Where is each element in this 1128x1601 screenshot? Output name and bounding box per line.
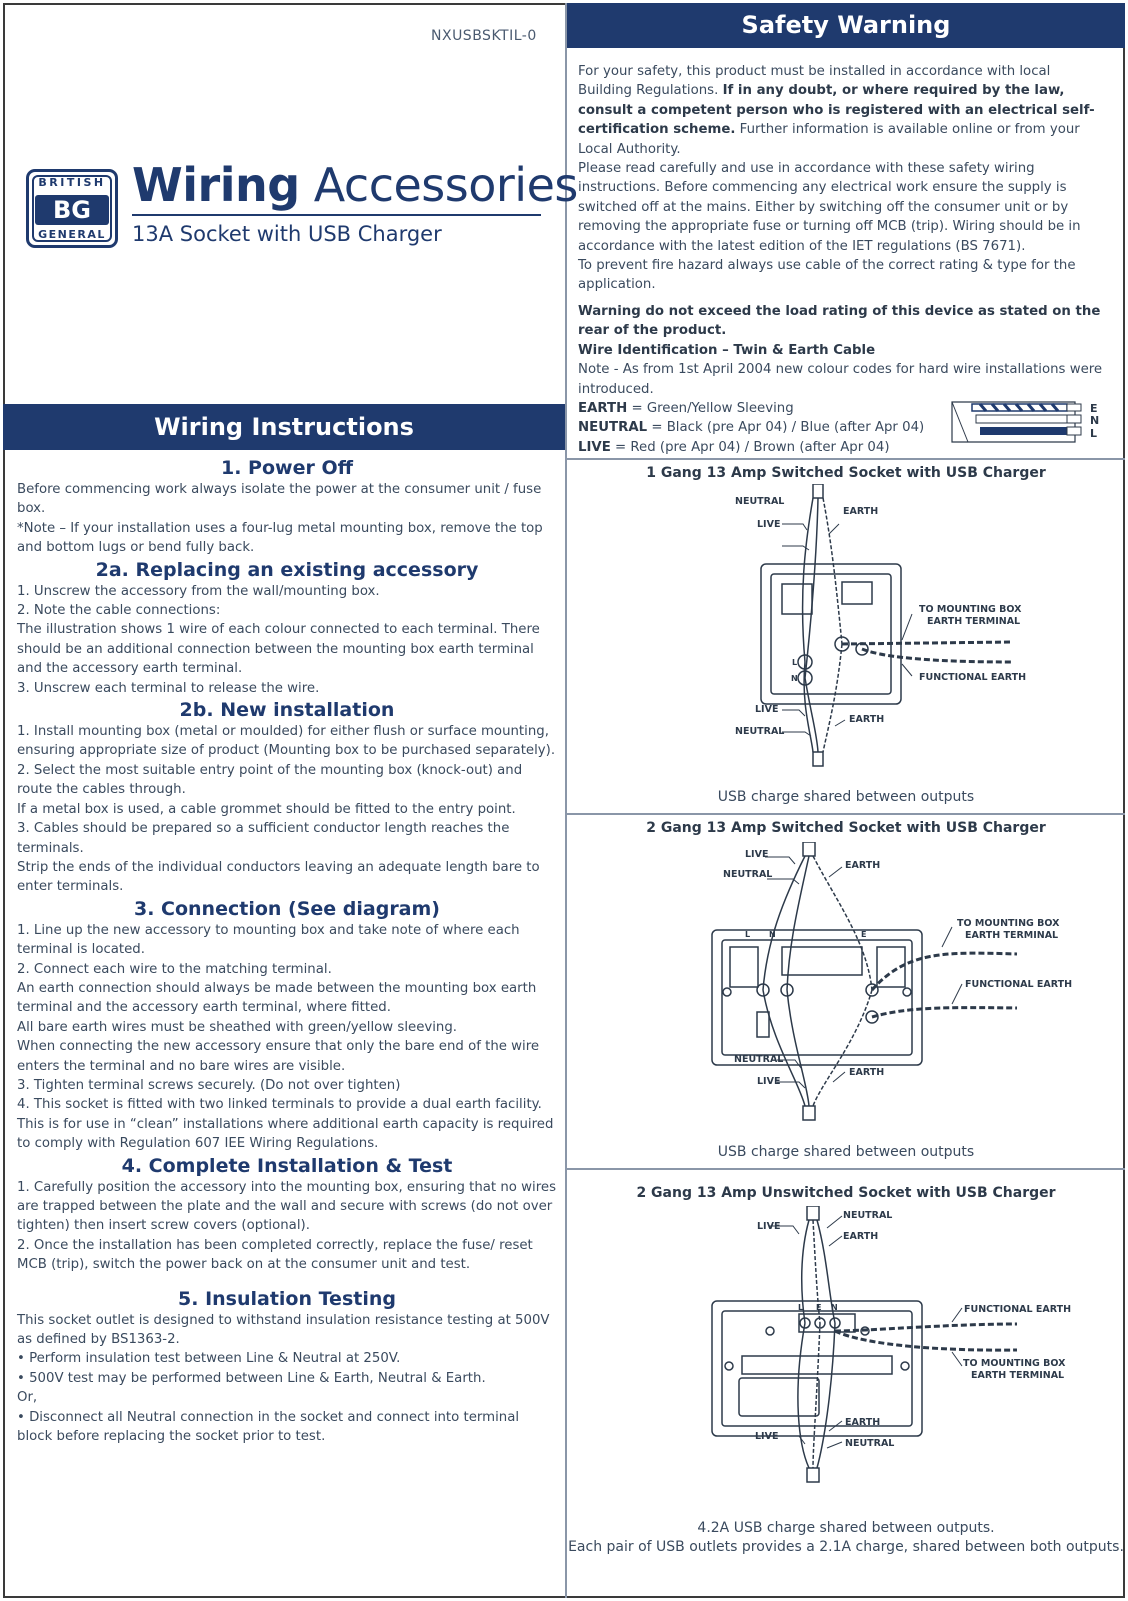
d1-mounting-box-earth-wire [842,642,1012,644]
live-key-label: LIVE [578,439,611,455]
d1-switch [782,584,812,614]
d2-switch-left [730,947,758,987]
d3-top-cable-end [807,1206,819,1220]
cable-label-e: E [1090,402,1098,415]
section-replacing-body: 1. Unscrew the accessory from the wall/mounting box. 2. Note the cable connections: The illustration shows 1 wire of each colour connected to each terminal. There should be an additional connection between the mounting box earth terminal and the accessory earth terminal. 3. Unscrew each terminal to release the wire. [17,583,540,696]
d1-earth-top-leader [829,524,839,534]
d1-earth-wire-bottom [823,644,842,752]
diagram-3-caption-2: Each pair of USB outlets provides a 2.1A charge, shared between both outputs. [568,1539,1124,1555]
d2-usb-module [782,947,862,975]
title-rest: Accessories [313,158,578,212]
logo-bg: BG [35,195,109,225]
d3-label-earth-bot: EARTH [845,1417,881,1428]
diagram-1-title: 1 Gang 13 Amp Switched Socket with USB Charger [646,465,1046,481]
d2-label-func: FUNCTIONAL EARTH [965,979,1073,990]
diagram-3-title: 2 Gang 13 Amp Unswitched Socket with USB Charger [636,1185,1056,1201]
d1-top-cable-end [813,484,823,498]
d2-backbox [722,940,912,1055]
diagram-3-illustration [567,1206,1125,1518]
d2-usb-port [757,1012,769,1037]
d3-label-live-top: LIVE [757,1221,781,1232]
d3-terminal-n: N [831,1303,838,1312]
d1-label-earth-top: EARTH [843,506,879,517]
safety-paragraph-2: Please read carefully and use in accordance with these safety wiring instructions. Before commencing any electrical work ensure the supply is switched off at the mains. Either by switching off the consumer unit or by removing the appropriate fuse or turning off MCB (trip). Wiring should be in accordance with the latest edition of the IET regulations (BS 7671). [578,161,1081,254]
d3-mb-leader [952,1352,962,1366]
cable-cut-line [952,402,968,442]
d2-label-neutral-top: NEUTRAL [723,869,773,880]
d2-label-live-bot: LIVE [757,1076,781,1087]
d1-neutral-top-leader [782,524,807,530]
d1-neutral-bot-leader [782,732,811,736]
d2-earth-bot-leader [833,1072,845,1082]
safety-paragraph-1 [578,62,1108,159]
d3-terminal-e: E [816,1303,822,1312]
d1-label-live-top: LIVE [757,519,781,530]
diagram-2-caption: USB charge shared between outputs [717,1144,975,1160]
d2-mb-leader [942,927,952,947]
d3-func-leader [952,1308,962,1322]
d3-bottom-cable-end [807,1468,819,1482]
d2-functional-earth-wire [872,1008,1017,1017]
d1-usb-module [842,582,872,604]
safety-warning-banner: Safety Warning [567,3,1125,48]
section-new-install-body: 1. Install mounting box (metal or moulded) for either flush or surface mounting, ensuring appropriate size of product (Mounting box to be purchased separately). 2. Select the most suitable entry point of the mounting box (knock-out) and route the cables through. If a metal box is used, a cable grommet should be fitted to the entry point. 3. Cables should be prepared so a sufficient conductor length reaches the terminals. Strip the ends of the individual conductors leaving an adequate length bare to enter terminals. [17,724,556,895]
d3-label-mb-1: TO MOUNTING BOX [963,1358,1066,1369]
d1-label-func: FUNCTIONAL EARTH [919,672,1027,683]
d2-func-leader [952,984,962,1004]
d1-terminal-l: L [792,658,798,667]
section-connection-body: 1. Line up the new accessory to mounting box and take note of where each terminal is located. 2. Connect each wire to the matching terminal. An earth connection should always be made between the mounting box earth terminal and the accessory earth terminal, where fitted. All bare earth wires must be sheathed with green/yellow sleeving. When connecting the new accessory ensure that only the bare end of the wire enters the terminal and no bare wires are visible. 3. Tighten terminal screws securely. (Do not over tighten) 4. This socket is fitted with two linked terminals to provide a dual earth facility. This is for use in “clean” installations where additional earth capacity is required to comply with Regulation 607 IEE Wiring Regulations. [17,922,554,1152]
live-wire-end [1067,427,1081,435]
d2-live-wire-bottom [763,990,805,1106]
d2-terminal-e: E [861,930,867,939]
diagram-2-title: 2 Gang 13 Amp Switched Socket with USB Charger [646,820,1046,836]
product-code: NXUSBSKTIL-0 [431,28,537,44]
document-title [132,158,578,212]
d2-screw-right [903,988,911,996]
live-wire [980,427,1067,435]
earth-key-label: EARTH [578,400,628,416]
d1-live-wire-top [803,498,813,662]
d2-neutral-wire-top [787,856,809,990]
d1-live-bot-leader [782,710,805,716]
d2-label-neutral-bot: NEUTRAL [734,1054,784,1065]
d2-earth-top-leader [829,867,842,877]
diagram-2-illustration [567,842,1125,1142]
d2-bottom-cable-end [803,1106,815,1120]
neutral-key-value: = Black (pre Apr 04) / Blue (after Apr 04) [647,420,925,436]
d3-live-wire-bottom [798,1323,809,1468]
safety-warning-content [578,62,1108,457]
wiring-instructions-content [17,456,557,1446]
d1-label-mb-2: EARTH TERMINAL [927,616,1021,627]
d1-label-earth-bot: EARTH [849,714,885,725]
d2-label-earth-bot: EARTH [849,1067,885,1078]
section-connection-title: 3. Connection (See diagram) [133,897,440,920]
d2-earth-wire-bottom [813,990,872,1106]
diagram-1-top-divider [565,458,1125,460]
bg-logo [26,169,118,248]
d1-label-neutral-bot: NEUTRAL [735,726,785,737]
d2-label-live-top: LIVE [745,849,769,860]
d2-terminal-l: L [745,930,751,939]
spacer [17,1275,557,1287]
d3-neutral-bot-leader [827,1442,842,1448]
title-underline [132,214,541,216]
section-complete-title: 4. Complete Installation & Test [121,1154,453,1177]
section-insulation-title: 5. Insulation Testing [178,1287,396,1310]
d3-label-neutral-top: NEUTRAL [843,1210,893,1221]
diagram-3-top-divider [565,1168,1125,1170]
diagram-3-caption-1: 4.2A USB charge shared between outputs. [697,1520,995,1536]
d2-terminal-n: N [769,930,776,939]
neutral-wire [976,415,1067,423]
d1-func-leader [902,664,912,676]
d3-label-live-bot: LIVE [755,1431,779,1442]
d1-label-live-bot: LIVE [755,704,779,715]
wire-id-text: Wire Identification – Twin & Earth Cable [578,342,876,358]
wiring-instructions-banner: Wiring Instructions [3,404,565,450]
d1-earth-bot-leader [835,720,845,726]
d2-faceplate [712,930,922,1065]
section-power-off-body: Before commencing work always isolate the power at the consumer unit / fuse box. *Note – If your installation uses a four-lug metal mounting box, remove the top and bottom lugs or bend fully back. [17,482,543,556]
d3-label-func: FUNCTIONAL EARTH [964,1304,1072,1315]
d3-label-earth-top: EARTH [843,1231,879,1242]
safety-p1-bold: If in any doubt, or where required by the law, consult a competent person who is registered with an electrical self-certification scheme. [578,83,1095,138]
logo-british: BRITISH [38,176,106,189]
spacer [578,295,1108,302]
d3-label-neutral-bot: NEUTRAL [845,1438,895,1449]
live-key-value: = Red (pre Apr 04) / Brown (after Apr 04) [610,439,890,455]
document-subtitle: 13A Socket with USB Charger [132,222,442,246]
colour-note: Note - As from 1st April 2004 new colour codes for hard wire installations were introduced. [578,362,1103,397]
earth-key-value: = Green/Yellow Sleeving [627,400,794,416]
neutral-key-label: NEUTRAL [578,420,648,436]
section-new-install-title: 2b. New installation [179,699,395,722]
d2-live-bot-leader [777,1082,805,1088]
d2-top-cable-end [803,842,815,856]
section-replacing-title: 2a. Replacing an existing accessory [95,558,479,581]
cable-label-l: L [1090,427,1098,440]
section-insulation-body: This socket outlet is designed to withstand insulation resistance testing at 500V as defined by BS1363-2. • Perform insulation test between Line & Neutral at 250V. • 500V test may be performed between Line & Earth, Neutral & Earth. Or, • Disconnect all Neutral connection in the socket and connect into terminal block before replacing the socket prior to test. [17,1312,550,1445]
d3-neutral-top-leader [827,1216,842,1228]
d1-backbox [771,574,891,694]
d1-terminal-n: N [791,674,798,683]
load-warning [578,302,1108,341]
safety-p1-a: For your safety, this product must be installed in accordance with local Building Regulations. [578,64,1051,99]
d3-earth-top-leader [829,1236,842,1246]
d2-label-mb-2: EARTH TERMINAL [965,930,1059,941]
diagram-1-caption: USB charge shared between outputs [717,789,975,805]
d2-earth-wire-top [813,856,872,990]
section-complete-body: 1. Carefully position the accessory into the mounting box, ensuring that no wires are trapped between the plate and the wall and secure with screws (do not over tighten) then insert screw covers (optional). 2. Once the installation has been completed correctly, replace the fuse/ reset MCB (trip), switch the power back on at the consumer unit and test. [17,1179,557,1273]
load-warning-text: Warning do not exceed the load rating of this device as stated on the rear of the product. [578,303,1101,339]
d2-live-top-leader [765,857,795,864]
neutral-wire-end [1067,415,1081,423]
d3-usb-module [739,1378,819,1416]
d1-label-mb-1: TO MOUNTING BOX [919,604,1022,615]
d1-functional-earth-wire [862,649,1012,662]
logo-general: GENERAL [38,228,106,241]
cable-label-n: N [1090,414,1100,427]
d3-screw-right [901,1362,909,1370]
earth-wire-end [1067,404,1081,411]
d1-earth-wire-top [823,498,842,644]
safety-p1-c: Further information is available online or from your Local Authority. [578,122,1080,157]
diagram-2-top-divider [565,813,1125,815]
cable-illustration [950,400,1110,446]
d3-label-mb-2: EARTH TERMINAL [971,1370,1065,1381]
diagram-1-illustration [567,484,1125,790]
d2-screw-left [723,988,731,996]
d1-bottom-cable-end [813,752,823,766]
safety-paragraph-3: To prevent fire hazard always use cable of the correct rating & type for the application. [578,258,1076,293]
wire-id-heading [578,341,1108,360]
d3-terminal-l: L [798,1303,804,1312]
d1-mb-leader [902,614,912,640]
d2-label-earth-top: EARTH [845,860,881,871]
section-power-off-title: 1. Power Off [221,457,353,479]
d3-screw-left [725,1362,733,1370]
d3-pin-left [766,1327,774,1335]
d1-label-neutral-top: NEUTRAL [735,496,785,507]
title-bold: Wiring [132,158,300,212]
d2-label-mb-1: TO MOUNTING BOX [957,918,1060,929]
